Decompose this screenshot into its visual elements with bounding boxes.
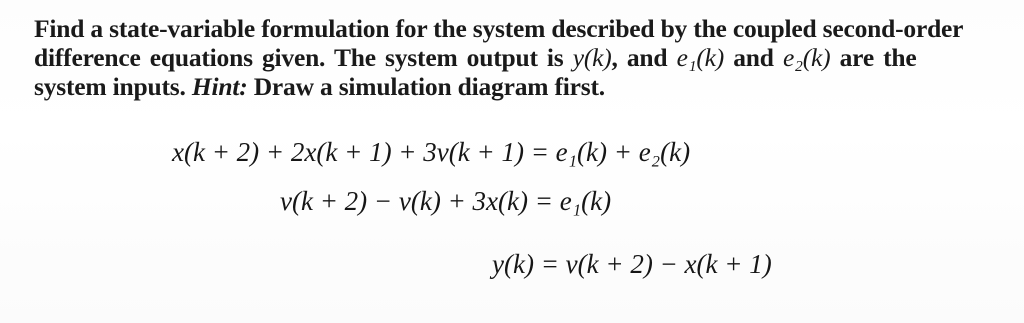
problem-line-3-start: system inputs. [34,72,192,101]
hint-text: Draw a simulation diagram first. [247,72,605,101]
problem-line-2-start: difference equations given. The system output is [34,43,573,72]
problem-line-1: Find a state-variable formulation for the system described by the coupled second-order [34,14,964,43]
input-e2-symbol: e₂(k) [782,43,831,72]
hint-label: Hint: [191,72,248,101]
problem-line-2-connector: , and [611,43,677,72]
input-e1-symbol: e₁(k) [676,43,725,72]
equation-2: v(k + 2) − v(k) + 3x(k) = e₁(k) [280,186,612,216]
equation-1: x(k + 2) + 2x(k + 1) + 3v(k + 1) = e₁(k) + e₂(k) [172,137,691,167]
equation-3-output: y(k) = v(k + 2) − x(k + 1) [492,249,772,279]
output-symbol: y(k) [572,43,612,72]
problem-line-2-and: and [724,43,783,72]
problem-line-2-end: are the [830,43,917,72]
